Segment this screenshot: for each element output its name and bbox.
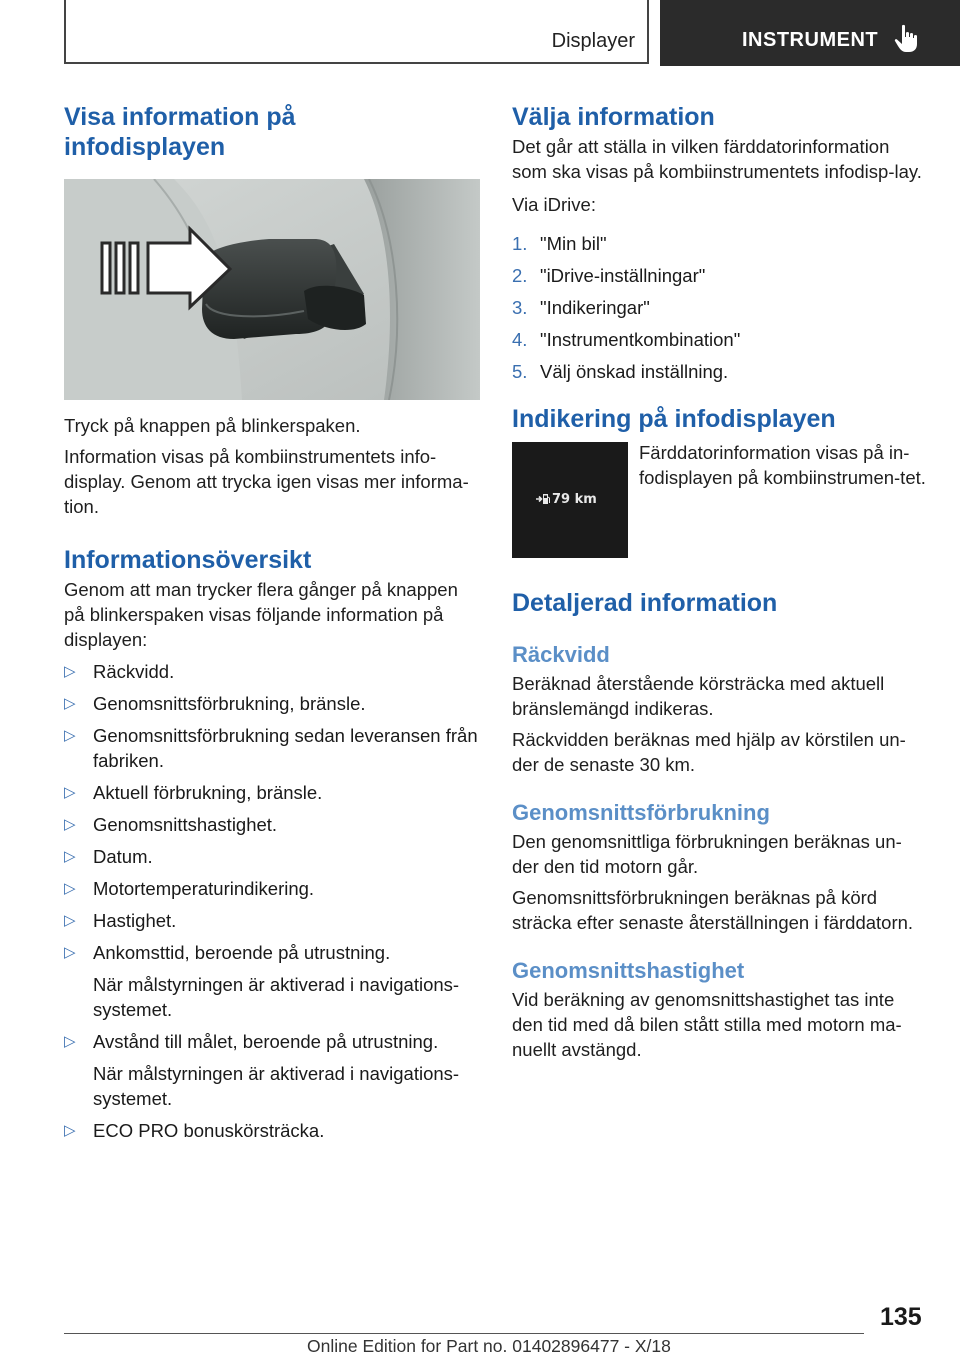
section-heading-overview: Informationsöversikt — [64, 546, 312, 574]
header-section-box — [64, 0, 649, 64]
header-chapter-box — [660, 0, 960, 66]
subheading-range: Räckvidd — [512, 642, 610, 667]
range-value: 79 km — [552, 492, 597, 507]
instruction-text: Tryck på knappen på blinkerspaken. — [64, 415, 361, 436]
right-column — [512, 102, 928, 1062]
triangle-bullet-icon: ▷ — [64, 1033, 76, 1050]
edition-text: Online Edition for Part no. 01402896477 - X/18 — [307, 1336, 671, 1356]
list-item: ▷ Aktuell förbrukning, bränsle. — [64, 782, 323, 803]
section-heading-show-info: Visa information på infodisplayen — [64, 103, 296, 161]
list-item: ▷ ECO PRO bonuskörsträcka. — [64, 1120, 325, 1141]
triangle-bullet-icon: ▷ — [64, 784, 76, 801]
triangle-bullet-icon: ▷ — [64, 880, 76, 897]
fuel-pump-range-icon — [536, 493, 550, 505]
range-text-1: Beräknad återstående körsträcka med aktuell bränslemängd indikeras. — [512, 673, 885, 719]
section-heading-indication: Indikering på infodisplayen — [512, 405, 836, 433]
avg-consumption-text-2: Genomsnittsförbrukningen beräknas på körd sträcka efter senaste återställningen i färddatorn. — [512, 887, 914, 933]
list-item: ▷ Avstånd till målet, beroende på utrustning. När målstyrningen är aktiverad i navigations-systemet. — [64, 1029, 480, 1111]
hand-pointer-icon — [894, 24, 920, 54]
list-item: ▷ Genomsnittshastighet. — [64, 814, 278, 835]
triangle-bullet-icon: ▷ — [64, 695, 76, 712]
triangle-bullet-icon: ▷ — [64, 727, 76, 744]
triangle-bullet-icon: ▷ — [64, 816, 76, 833]
overview-intro: Genom att man trycker flera gånger på knappen på blinkerspaken visas följande information på displayen: — [64, 579, 458, 650]
list-item: ▷ Hastighet. — [64, 910, 177, 931]
overview-list — [64, 659, 480, 1143]
triangle-bullet-icon: ▷ — [64, 663, 76, 680]
section-title: Displayer — [551, 30, 635, 52]
chapter-title: INSTRUMENT — [742, 29, 879, 51]
section-heading-select-info: Välja information — [512, 103, 715, 131]
avg-consumption-text-1: Den genomsnittliga förbrukningen beräknas un-der den tid motorn går. — [512, 831, 902, 877]
via-idrive-text: Via iDrive: — [512, 194, 596, 215]
list-item: ▷ Motortemperaturindikering. — [64, 878, 315, 899]
list-item: ▷ Genomsnittsförbrukning, bränsle. — [64, 693, 366, 714]
select-info-text: Det går att ställa in vilken färddatorinformation som ska visas på kombiinstrumentets infodisp-lay. — [512, 136, 922, 182]
page-number: 135 — [880, 1303, 922, 1331]
list-item: ▷ Datum. — [64, 846, 153, 867]
indication-block — [512, 440, 928, 558]
avg-speed-text: Vid beräkning av genomsnittshastighet tas inte den tid med då bilen stått stilla med motorn ma-nuellt avstängd. — [512, 989, 902, 1060]
section-heading-detail: Detaljerad information — [512, 589, 778, 617]
step-item: 2. "iDrive-inställningar" — [512, 265, 706, 286]
triangle-bullet-icon: ▷ — [64, 848, 76, 865]
step-item: 3. "Indikeringar" — [512, 297, 650, 318]
turn-signal-stalk-button-image — [64, 179, 480, 400]
list-item: ▷ Ankomsttid, beroende på utrustning. När målstyrningen är aktiverad i navigations-systemet. — [64, 940, 480, 1022]
left-column — [64, 102, 480, 1150]
subheading-avg-speed: Genomsnittshastighet — [512, 958, 745, 983]
list-item: ▷ Räckvidd. — [64, 661, 175, 682]
infodisplay-image — [512, 442, 628, 558]
step-item: 4. "Instrumentkombination" — [512, 329, 741, 350]
idrive-steps — [512, 231, 928, 384]
triangle-bullet-icon: ▷ — [64, 944, 76, 961]
range-text-2: Räckvidden beräknas med hjälp av körstilen un-der de senaste 30 km. — [512, 729, 906, 775]
indication-text: Färddatorinformation visas på in-fodisplayen på kombiinstrumen-tet. — [639, 442, 926, 488]
step-item: 5. Välj önskad inställning. — [512, 361, 729, 382]
subheading-avg-consumption: Genomsnittsförbrukning — [512, 800, 770, 825]
triangle-bullet-icon: ▷ — [64, 912, 76, 929]
step-item: 1. "Min bil" — [512, 233, 607, 254]
footer-divider — [64, 1333, 864, 1334]
list-item-note: När målstyrningen är aktiverad i navigations-systemet. — [93, 974, 460, 1020]
triangle-bullet-icon: ▷ — [64, 1122, 76, 1139]
list-item: ▷ Genomsnittsförbrukning sedan leveransen från fabriken. — [64, 725, 478, 771]
list-item-note: När målstyrningen är aktiverad i navigations-systemet. — [93, 1063, 460, 1109]
info-text: Information visas på kombiinstrumentets info-display. Genom att trycka igen visas mer informa-tion. — [64, 446, 469, 517]
